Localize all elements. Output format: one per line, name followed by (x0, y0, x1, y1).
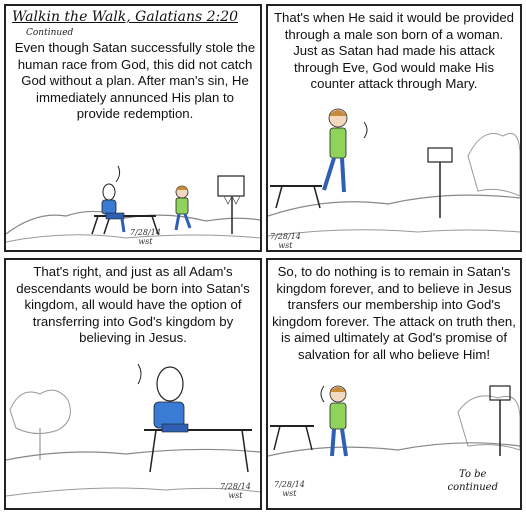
panel-3-signature (220, 482, 251, 500)
comic-panel-3 (4, 258, 262, 510)
panel-3-caption: That's right, and just as all Adam's descendants would be born into Satan's kingdom, all would have the option of transferring into God's kingdom by believing in Jesus. (16, 264, 250, 345)
signature-initials: wst (282, 489, 297, 498)
boy-figure (330, 386, 346, 456)
continued-line: continued (447, 482, 498, 493)
comic-title: Walkin the Walk, Galatians 2:20 (12, 9, 239, 25)
comic-panel-4 (266, 258, 522, 510)
signature-date: 7/28/14 (270, 232, 301, 241)
signature-initials: wst (278, 241, 293, 250)
comic-panel-2 (266, 4, 522, 252)
panel-4-caption: So, to do nothing is to remain in Satan's kingdom forever, and to believe in Jesus transfers our membership into God's kingdom forever. The attack on truth then, is aimed ultimately at God's promise of salvation for all who believe Him! (272, 264, 516, 362)
signature-date: 7/28/14 (130, 228, 161, 237)
old-man-figure (154, 367, 188, 432)
panel-2-caption: That's when He said it would be provided through a male son born of a woman. Just as Satan had made his attack through Eve, God would make His counter attack through Mary. (273, 10, 515, 91)
boy-figure (324, 109, 347, 192)
panel-1-caption: Even though Satan successfully stole the human race from God, this did not catch God without a plan. After man's sin, He immediately annunced His plan to provide redemption. (14, 40, 256, 121)
signature-date: 7/28/14 (220, 482, 251, 491)
panel-1-signature (130, 228, 161, 246)
signature-initials: wst (228, 491, 243, 500)
boy-figure (176, 186, 190, 230)
continued-label: Continued (26, 28, 74, 38)
to-be-continued-label (448, 468, 498, 494)
signature-initials: wst (138, 237, 153, 246)
panel-2-signature (270, 232, 301, 250)
old-man-figure (102, 184, 124, 232)
comic-panel-1 (4, 4, 262, 252)
to-be-line: To be (459, 469, 487, 480)
panel-4-signature (274, 480, 305, 498)
signature-date: 7/28/14 (274, 480, 305, 489)
